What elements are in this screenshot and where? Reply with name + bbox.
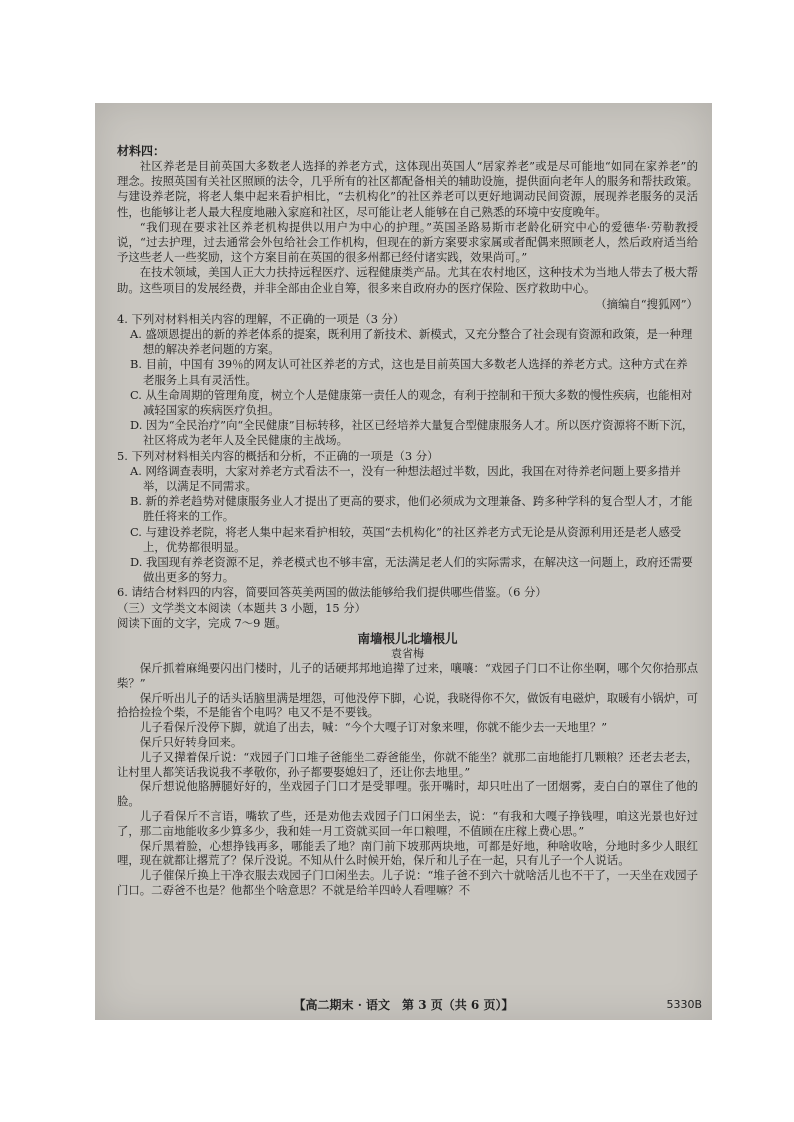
story-paragraph: 保斤听出儿子的话头话脑里满是埋怨，可他没停下脚，心说，我晓得你不欠，做饭有电磁炉，取暖有小锅炉，可拾拾捡捡个柴，不是能省个电吗？电又不是不要钱。 — [117, 690, 698, 720]
material-heading: 材料四： — [117, 144, 166, 158]
story-paragraph: 儿子看保斤没停下脚，就追了出去，喊：“今个大嘎子订对象来哩，你就不能少去一天地里？” — [139, 720, 608, 735]
material-paragraph: “我们现在要求社区养老机构提供以用户为中心的护理。”英国圣路易斯市老龄化研究中心的爱德华·劳勒教授说，“过去护理，过去通常会外包给社会工作机构，但现在的新方案要求家属或者配偶来照顾老人，然后政府适当给予这些老人一些奖励，这个方案目前在英国的很多州都已经付诸实践，效果尚可。” — [117, 219, 698, 265]
exam-code: 5330B — [666, 998, 702, 1011]
story-paragraph: 保斤想说他胳膊腿好好的，坐戏园子门口才是受罪哩。张开嘴时，却只吐出了一团烟雾，麦白白的罩住了他的脸。 — [117, 779, 698, 809]
story-author: 袁省梅 — [391, 647, 424, 661]
material-paragraph: 社区养老是目前英国大多数老人选择的养老方式，这体现出英国人“居家养老”或是尽可能地“如同在家养老”的理念。按照英国有关社区照顾的法令，几乎所有的社区都配备相关的辅助设施，提供面向老年人的服务和帮扶政策。与建设养老院，将老人集中起来看护相比，“去机构化”的社区养老可以更好地调动民间资源，展现养老服务的灵活性，也能够让老人最大程度地融入家庭和社区，尽可能让老人能够在自己熟悉的环境中安度晚年。 — [117, 159, 698, 219]
section-heading: （三）文学类文本阅读（本题共 3 小题，15 分） — [117, 600, 367, 615]
story-paragraph: 儿子看保斤不言语，嘴软了些，还是劝他去戏园子门口闲坐去，说：“有我和大嘎子挣钱哩，咱这光景也好过了，那二亩地能收多少算多少，我和娃一月工资就买回一年口粮哩，不值顾在庄稼上费心思。” — [117, 809, 698, 838]
material-paragraph: 在技术领域，美国人正大力扶持远程医疗、远程健康类产品。尤其在农村地区，这种技术为当地人带去了极大帮助。这些项目的发展经费，并非全部由企业自筹，很多来自政府办的医疗保险、医疗救助中心。 — [117, 265, 698, 295]
question-4-option-a: A. 盛颂恩提出的新的养老体系的提案，既利用了新技术、新模式，又充分整合了社会现有资源和政策，是一种理想的解决养老问题的方案。 — [130, 327, 693, 357]
reading-instruction: 阅读下面的文字，完成 7～9 题。 — [117, 615, 287, 630]
exam-page — [95, 103, 712, 1020]
question-6: 6. 请结合材料四的内容，简要回答英美两国的做法能够给我们提供哪些借鉴。（6 分） — [117, 585, 547, 600]
question-5-option-d: D. 我国现有养老资源不足，养老模式也不够丰富，无法满足老人们的实际需求，在解决这一问题上，政府还需要做出更多的努力。 — [130, 555, 693, 585]
story-paragraph: 儿子催保斤换上干净衣服去戏园子门口闲坐去。儿子说：“堆子爸不到六十就啥活儿也不干了，一天坐在戏园子门口。二孬爸不也是？他都坐个啥意思？不就是给羊四岭人看哩嘛？不 — [117, 868, 698, 898]
material-source: （摘编自“搜狐网”） — [595, 296, 698, 311]
story-paragraph: 保斤只好转身回来。 — [139, 735, 243, 750]
story-paragraph: 保斤抓着麻绳要闪出门楼时，儿子的话硬邦邦地追撵了过来，嚷嚷：“戏园子门口不让你坐啊，哪个欠你拾那点柴？” — [117, 661, 698, 690]
story-paragraph: 保斤黑着脸，心想挣钱再多，哪能丢了地？南门前下坡那两块地，可都是好地，种啥收啥，分地时多少人眼红哩，现在就都让撂荒了？保斤没说。不知从什么时候开始，保斤和儿子在一起，只有儿子一个人说话。 — [117, 838, 698, 868]
story-paragraph: 儿子又撵着保斤说：“戏园子门口堆子爸能坐二孬爸能坐，你就不能坐？就那二亩地能打几颗粮？还老去老去，让村里人都笑话我说我不孝敬你，孙子都要娶媳妇了，还让你去地里。” — [117, 749, 698, 779]
question-5-option-b: B. 新的养老趋势对健康服务业人才提出了更高的要求，他们必须成为文理兼备、跨多种学科的复合型人才，才能胜任将来的工作。 — [130, 494, 693, 524]
question-5-stem: 5. 下列对材料相关内容的概括和分析，不正确的一项是（3 分） — [117, 448, 439, 463]
question-4-option-b: B. 目前，中国有 39％的网友认可社区养老的方式，这也是目前英国大多数老人选择的养老方式。这种方式在养老服务上具有灵活性。 — [130, 357, 688, 387]
question-5-option-c: C. 与建设养老院，将老人集中起来看护相较，英国“去机构化”的社区养老方式无论是从资源利用还是老人感受上，优势都很明显。 — [130, 524, 682, 554]
question-4-stem: 4. 下列对材料相关内容的理解，不正确的一项是（3 分） — [117, 311, 405, 326]
question-4-option-c: C. 从生命周期的管理角度，树立个人是健康第一责任人的观念，有利于控制和干预大多数的慢性疾病，也能相对减轻国家的疾病医疗负担。 — [130, 387, 693, 418]
question-5-option-a: A. 网络调查表明，大家对养老方式看法不一，没有一种想法超过半数，因此，我国在对待养老问题上要多措并举，以满足不同需求。 — [130, 463, 681, 494]
question-4-option-d: D. 因为“全民治疗”向“全民健康”目标转移，社区已经培养大量复合型健康服务人才。所以医疗资源将不断下沉，社区将成为老年人及全民健康的主战场。 — [130, 418, 694, 448]
page-footer: 【高二期末 · 语文 第 3 页（共 6 页）】 — [293, 998, 514, 1012]
story-title: 南墙根儿北墙根儿 — [357, 631, 458, 647]
